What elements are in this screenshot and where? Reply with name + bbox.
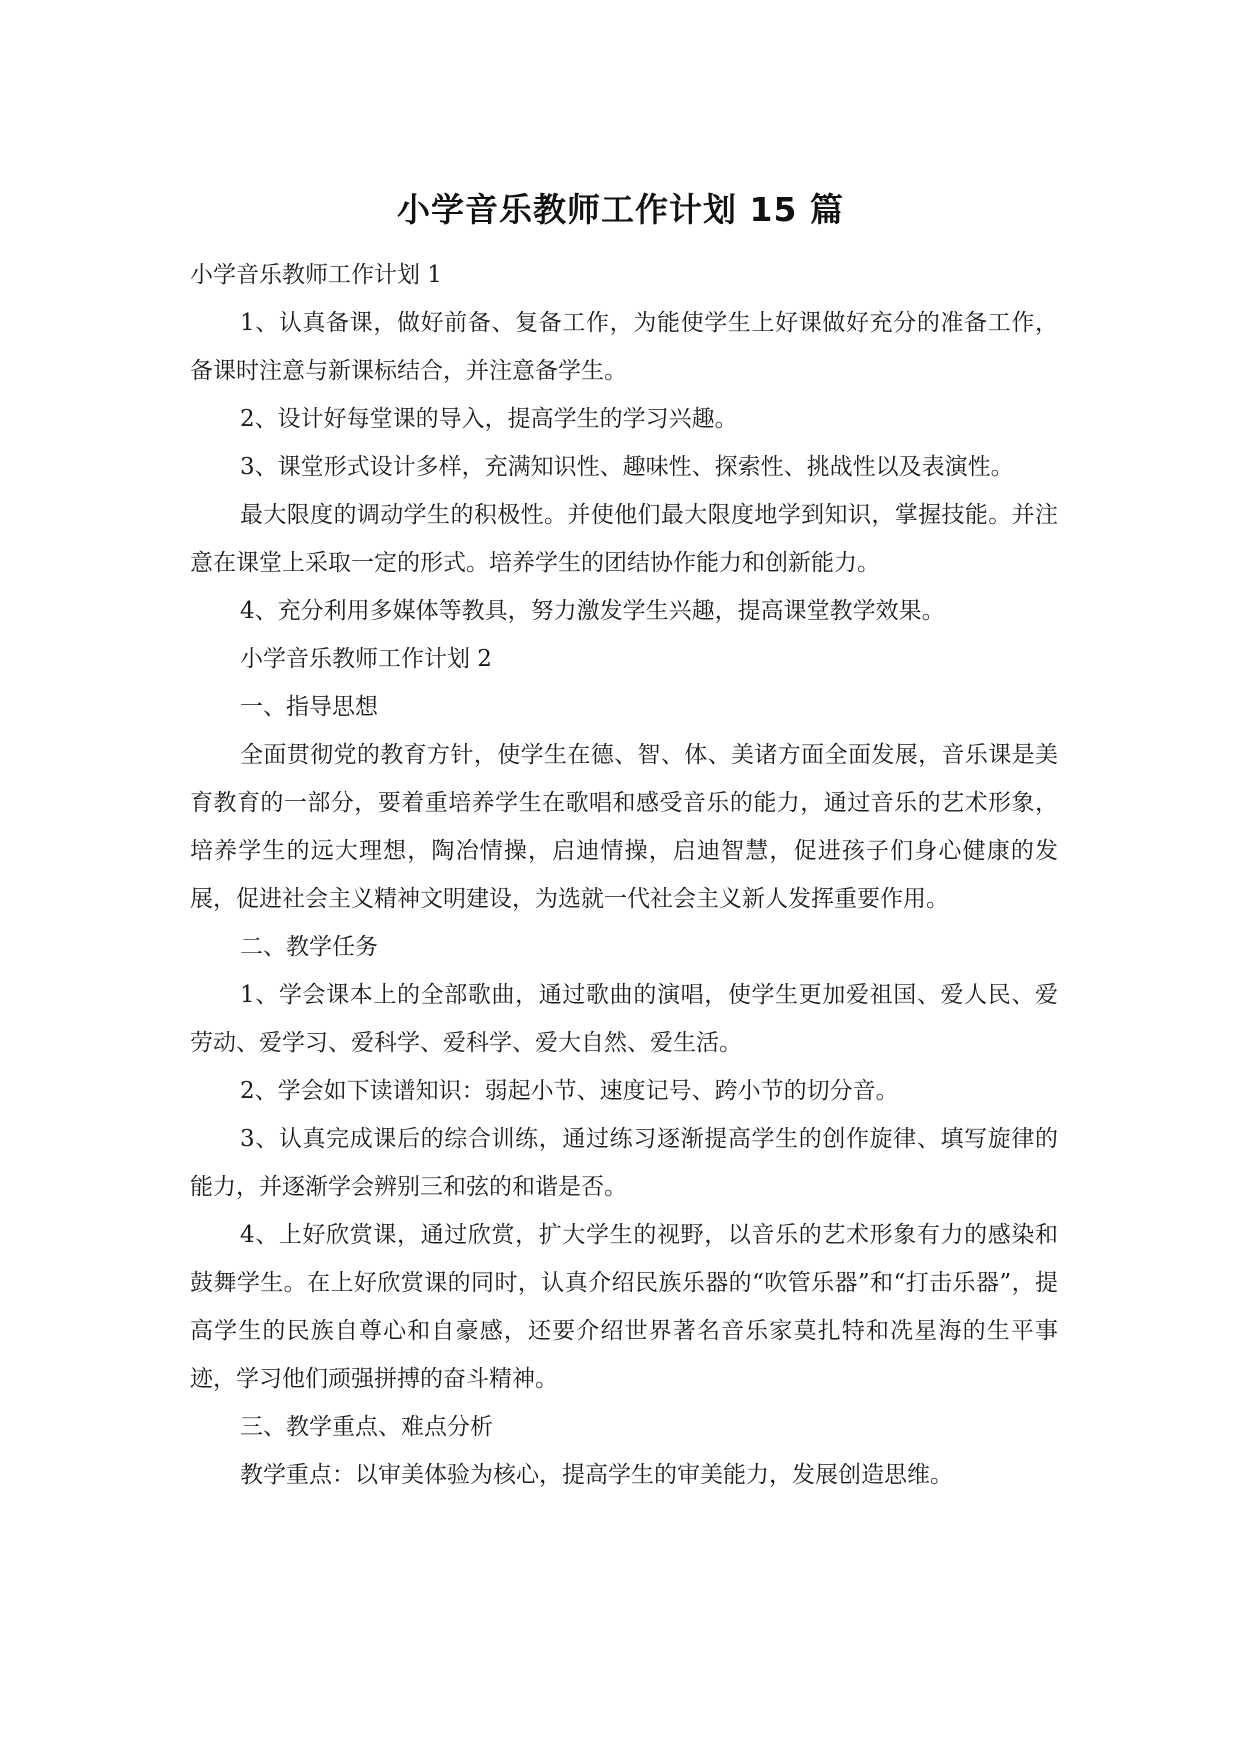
document-body (190, 251, 1058, 1499)
paragraph: 4、充分利用多媒体等教具，努力激发学生兴趣，提高课堂教学效果。 (240, 598, 945, 624)
paragraph: 3、认真完成课后的综合训练，通过练习逐渐提高学生的创作旋律、填写旋律的能力，并逐渐学会辨别三和弦的和谐是否。 (190, 1126, 1058, 1200)
paragraph: 小学音乐教师工作计划 2 (240, 646, 492, 672)
paragraph: 一、指导思想 (240, 694, 378, 720)
paragraph: 2、设计好每堂课的导入，提高学生的学习兴趣。 (240, 406, 738, 432)
document-title: 小学音乐教师工作计划 15 篇 (397, 190, 844, 229)
paragraph: 三、教学重点、难点分析 (240, 1414, 493, 1440)
paragraph: 二、教学任务 (240, 934, 378, 960)
paragraph: 教学重点：以审美体验为核心，提高学生的审美能力，发展创造思维。 (240, 1462, 953, 1488)
paragraph: 最大限度的调动学生的积极性。并使他们最大限度地学到知识，掌握技能。并注意在课堂上采取一定的形式。培养学生的团结协作能力和创新能力。 (190, 502, 1058, 576)
paragraph: 全面贯彻党的教育方针，使学生在德、智、体、美诸方面全面发展，音乐课是美育教育的一部分，要着重培养学生在歌唱和感受音乐的能力，通过音乐的艺术形象，培养学生的远大理想，陶冶情操，启迪情操，启迪智慧，促进孩子们身心健康的发展，促进社会主义精神文明建设，为选就一代社会主义新人发挥重要作用。 (190, 742, 1058, 912)
paragraph: 4、上好欣赏课，通过欣赏，扩大学生的视野，以音乐的艺术形象有力的感染和鼓舞学生。在上好欣赏课的同时，认真介绍民族乐器的“吹管乐器”和“打击乐器”，提高学生的民族自尊心和自豪感，还要介绍世界著名音乐家莫扎特和冼星海的生平事迹，学习他们顽强拼搏的奋斗精神。 (190, 1222, 1058, 1392)
paragraph: 1、认真备课，做好前备、复备工作，为能使学生上好课做好充分的准备工作，备课时注意与新课标结合，并注意备学生。 (190, 310, 1058, 384)
paragraph: 2、学会如下读谱知识：弱起小节、速度记号、跨小节的切分音。 (240, 1078, 899, 1104)
paragraph: 小学音乐教师工作计划 1 (190, 262, 442, 288)
paragraph: 1、学会课本上的全部歌曲，通过歌曲的演唱，使学生更加爱祖国、爱人民、爱劳动、爱学习、爱科学、爱科学、爱大自然、爱生活。 (190, 982, 1058, 1056)
paragraph: 3、课堂形式设计多样，充满知识性、趣味性、探索性、挑战性以及表演性。 (240, 454, 1014, 480)
